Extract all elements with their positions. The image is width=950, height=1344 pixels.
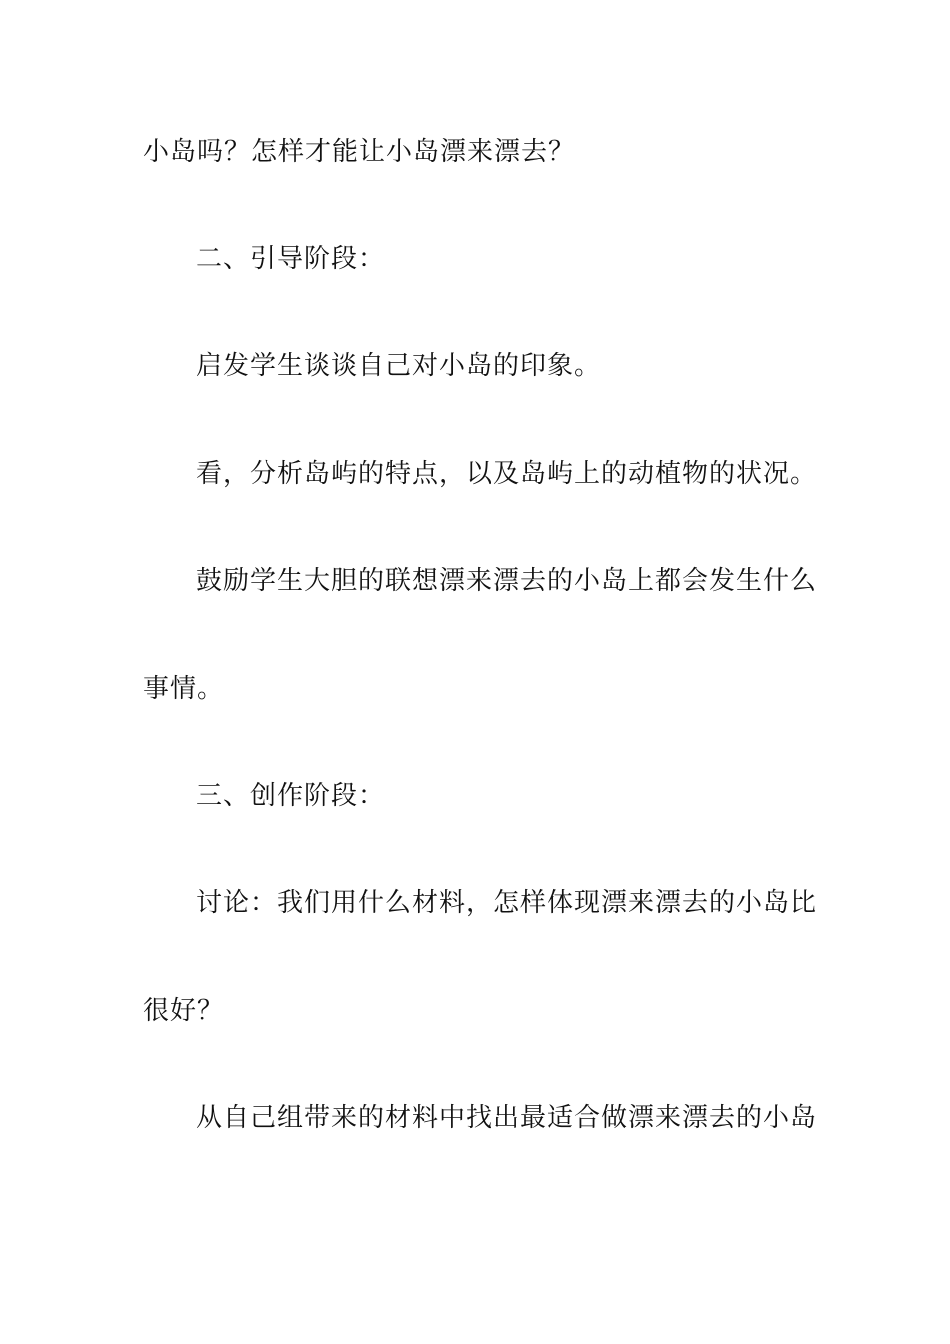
section-heading-creation: 三、创作阶段：	[196, 781, 386, 811]
paragraph-line: 从自己组带来的材料中找出最适合做漂来漂去的小岛	[196, 1103, 818, 1133]
paragraph-line: 鼓励学生大胆的联想漂来漂去的小岛上都会发生什么	[196, 566, 818, 596]
paragraph-line: 小岛吗？怎样才能让小岛漂来漂去？	[143, 137, 576, 167]
paragraph-line: 讨论：我们用什么材料，怎样体现漂来漂去的小岛比	[196, 888, 818, 918]
paragraph-line: 启发学生谈谈自己对小岛的印象。	[196, 351, 602, 381]
paragraph-line: 很好？	[143, 996, 225, 1026]
paragraph-line: 事情。	[143, 674, 225, 704]
section-heading-guidance: 二、引导阶段：	[196, 244, 386, 274]
paragraph-line: 看，分析岛屿的特点，以及岛屿上的动植物的状况。	[196, 459, 818, 489]
